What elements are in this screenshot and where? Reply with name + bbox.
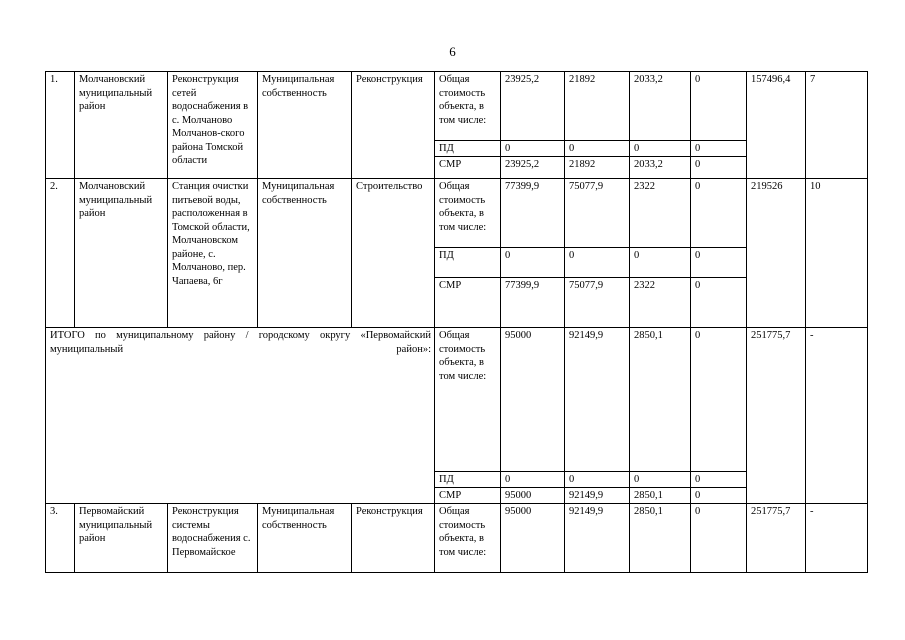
value-cell: 2033,2: [630, 72, 691, 141]
value-cell: 23925,2: [501, 157, 565, 179]
cost-label-cell: Общая стоимость объекта, в том числе:: [435, 504, 501, 573]
count-cell: -: [806, 328, 868, 504]
value-cell: 75077,9: [565, 179, 630, 248]
work-type-cell: Реконструкция: [352, 72, 435, 179]
value-cell: 92149,9: [565, 488, 630, 504]
subtotal-line-1: ИТОГО по муниципальному району / городскому округу «Первомайский: [50, 330, 431, 341]
cost-label-cell: Общая стоимость объекта, в том числе:: [435, 179, 501, 248]
value-cell: 95000: [501, 328, 565, 472]
table-row: [46, 504, 868, 573]
object-name-cell: Реконструкция сетей водоснабжения в с. Молчаново Молчанов-ского района Томской области: [168, 72, 258, 179]
pd-label-cell: ПД: [435, 141, 501, 157]
cost-label-cell: Общая стоимость объекта, в том числе:: [435, 328, 501, 472]
value-cell: 0: [501, 248, 565, 278]
table-row: [46, 179, 868, 248]
value-cell: 21892: [565, 72, 630, 141]
row-number: 1.: [46, 72, 75, 179]
value-cell: 0: [565, 472, 630, 488]
value-cell: 95000: [501, 488, 565, 504]
value-cell: 0: [501, 472, 565, 488]
value-cell: 2322: [630, 179, 691, 248]
value-cell: 0: [565, 248, 630, 278]
page-number: 6: [449, 44, 456, 59]
value-cell: 2033,2: [630, 157, 691, 179]
value-cell: 0: [691, 278, 747, 328]
value-cell: 75077,9: [565, 278, 630, 328]
smr-label-cell: СМР: [435, 488, 501, 504]
total-cost-cell: 251775,7: [747, 504, 806, 573]
value-cell: 0: [691, 504, 747, 573]
table-row: [46, 72, 868, 141]
value-cell: 0: [565, 141, 630, 157]
value-cell: 0: [691, 141, 747, 157]
object-name-cell: Реконструкция системы водоснабжения с. Первомайское: [168, 504, 258, 573]
value-cell: 92149,9: [565, 504, 630, 573]
value-cell: 77399,9: [501, 179, 565, 248]
pd-label-cell: ПД: [435, 472, 501, 488]
total-cost-cell: 251775,7: [747, 328, 806, 504]
table-row: [46, 328, 868, 472]
value-cell: 0: [691, 472, 747, 488]
value-cell: 0: [691, 179, 747, 248]
value-cell: 2850,1: [630, 488, 691, 504]
value-cell: 0: [691, 157, 747, 179]
count-cell: 7: [806, 72, 868, 179]
value-cell: 0: [691, 328, 747, 472]
value-cell: 95000: [501, 504, 565, 573]
total-cost-cell: 219526: [747, 179, 806, 328]
total-cost-cell: 157496,4: [747, 72, 806, 179]
cost-label-cell: Общая стоимость объекта, в том числе:: [435, 72, 501, 141]
district-cell: Первомайский муниципальный район: [75, 504, 168, 573]
value-cell: 0: [630, 472, 691, 488]
work-type-cell: Строительство: [352, 179, 435, 328]
smr-label-cell: СМР: [435, 278, 501, 328]
value-cell: 77399,9: [501, 278, 565, 328]
value-cell: 2850,1: [630, 504, 691, 573]
work-type-cell: Реконструкция: [352, 504, 435, 573]
row-number: 2.: [46, 179, 75, 328]
value-cell: 2850,1: [630, 328, 691, 472]
row-number: 3.: [46, 504, 75, 573]
smr-label-cell: СМР: [435, 157, 501, 179]
ownership-cell: Муниципальная собственность: [258, 179, 352, 328]
subtotal-label: [46, 328, 435, 504]
value-cell: 0: [630, 248, 691, 278]
value-cell: 2322: [630, 278, 691, 328]
pd-label-cell: ПД: [435, 248, 501, 278]
value-cell: 23925,2: [501, 72, 565, 141]
value-cell: 21892: [565, 157, 630, 179]
value-cell: 92149,9: [565, 328, 630, 472]
ownership-cell: Муниципальная собственность: [258, 504, 352, 573]
value-cell: 0: [691, 72, 747, 141]
value-cell: 0: [630, 141, 691, 157]
value-cell: 0: [501, 141, 565, 157]
investment-table: [45, 71, 868, 573]
district-cell: Молчановский муниципальный район: [75, 179, 168, 328]
object-name-cell: Станция очистки питьевой воды, расположенная в Томской области, Молчановском районе, с. Молчаново, пер. Чапаева, 6г: [168, 179, 258, 328]
count-cell: -: [806, 504, 868, 573]
value-cell: 0: [691, 488, 747, 504]
subtotal-line-2: муниципальный район»:: [50, 343, 431, 355]
district-cell: Молчановский муниципальный район: [75, 72, 168, 179]
count-cell: 10: [806, 179, 868, 328]
ownership-cell: Муниципальная собственность: [258, 72, 352, 179]
value-cell: 0: [691, 248, 747, 278]
